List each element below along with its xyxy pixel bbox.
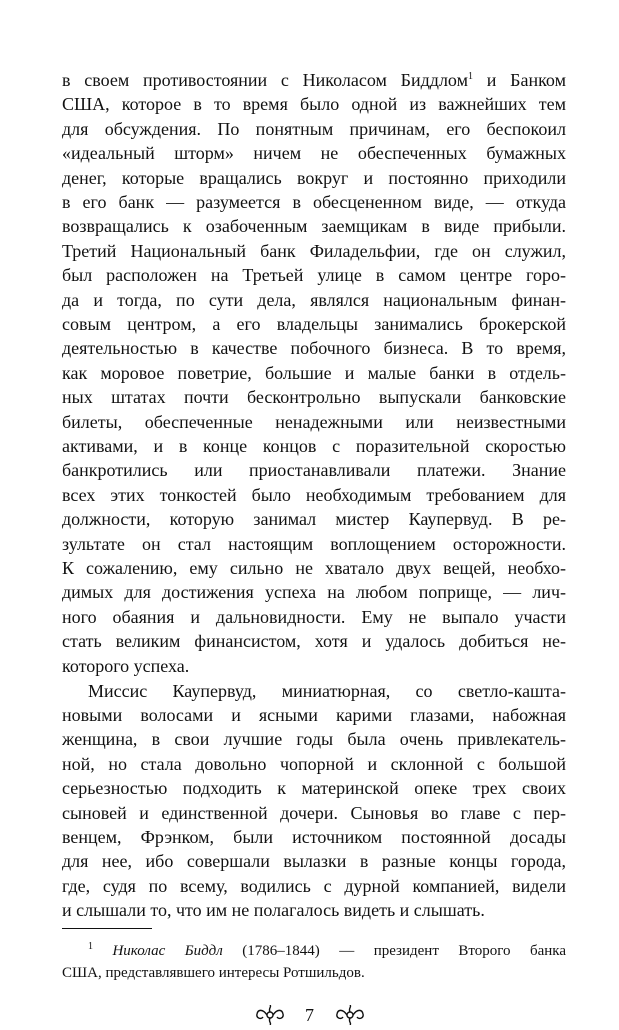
body-line: должности, которую занимал мистер Каупервуд. В ре-	[62, 509, 566, 529]
body-line: серьезностью подходить к материнской опеке трех своих	[62, 778, 566, 798]
body-line: США, которое в то время было одной из важнейших тем	[62, 94, 566, 114]
floral-ornament-icon	[333, 1005, 367, 1025]
floral-ornament-icon	[253, 1005, 287, 1025]
body-line: зультате он стал настоящим воплощением осторожности.	[62, 534, 566, 554]
body-line: был расположен на Третьей улице в самом центре горо-	[62, 265, 566, 285]
page-number: 7	[305, 1004, 314, 1025]
footnote-line	[88, 941, 566, 961]
body-line: стать великим финансистом, хотя и удалось добиться не-	[62, 631, 566, 651]
body-line: банкротились или приостанавливали платежи. Знание	[62, 460, 566, 480]
body-line: денег, которые вращались вокруг и постоянно приходили	[62, 168, 566, 188]
body-line: К сожалению, ему сильно не хватало двух вещей, необхо-	[62, 558, 566, 578]
body-line: где, судя по всему, водились с дурной компанией, видели	[62, 876, 566, 896]
body-line: ного обаяния и дальновидности. Ему не выпало участи	[62, 607, 566, 627]
body-line: Третий Национальный банк Филадельфии, где он служил,	[62, 241, 566, 261]
body-line: новыми волосами и ясными карими глазами, набожная	[62, 705, 566, 725]
body-line: сыновей и единственной дочери. Сыновья во главе с пер-	[62, 803, 566, 823]
footnote-name: Николас Биддл	[112, 943, 223, 959]
body-line: женщина, в свои лучшие годы была очень привлекатель-	[62, 729, 566, 749]
body-line: ных штатах почти бесконтрольно выпускали банковские	[62, 387, 566, 407]
body-line: димых для достижения успеха на любом поприще, — лич-	[62, 582, 566, 602]
body-line: деятельностью в качестве побочного бизнеса. В то время,	[62, 338, 566, 358]
footnote-text: (1786–1844) — президент Второго банка	[222, 943, 566, 959]
body-line: активами, и в конце концов с поразительной скоростью	[62, 436, 566, 456]
body-line: ной, но стала довольно чопорной и склонной с большой	[62, 754, 566, 774]
footnote-marker: 1	[88, 941, 93, 952]
body-line: «идеальный шторм» ничем не обеспеченных бумажных	[62, 143, 566, 163]
body-line-text: в своем противостоянии с Николасом Биддлом	[62, 70, 468, 90]
body-line: которого успеха.	[62, 656, 190, 676]
body-line: возвращались к озабоченным заемщикам в виде прибыли.	[62, 216, 566, 236]
body-line	[62, 69, 566, 91]
page-footer	[0, 1002, 619, 1026]
body-line: для обсуждения. По понятным причинам, его беспокоил	[62, 119, 566, 139]
body-line: да и тогда, по сути дела, являлся национальным финан-	[62, 290, 566, 310]
body-line: в его банк — разумеется в обесцененном виде, — откуда	[62, 192, 566, 212]
body-line: как моровое поветрие, большие и малые банки в отдель-	[62, 363, 566, 383]
body-line: и слышали то, что им не полагалось видеть и слышать.	[62, 900, 485, 920]
body-line: Миссис Каупервуд, миниатюрная, со светло-кашта-	[88, 681, 566, 701]
footnote-separator	[62, 928, 152, 929]
body-line: для нее, ибо совершали вылазки в разные концы города,	[62, 851, 566, 871]
footnote-reference: 1	[467, 71, 473, 82]
body-line: билеты, обеспеченные ненадежными или неизвестными	[62, 412, 566, 432]
body-line: всех этих тонкостей было необходимым требованием для	[62, 485, 566, 505]
footnote-line: США, представлявшего интересы Ротшильдов.	[62, 965, 365, 981]
body-line: венцем, Фрэнком, были источником постоянной досады	[62, 827, 566, 847]
body-line: совым центром, а его владельцы занимались брокерской	[62, 314, 566, 334]
body-line-text: и Банком	[472, 70, 566, 90]
